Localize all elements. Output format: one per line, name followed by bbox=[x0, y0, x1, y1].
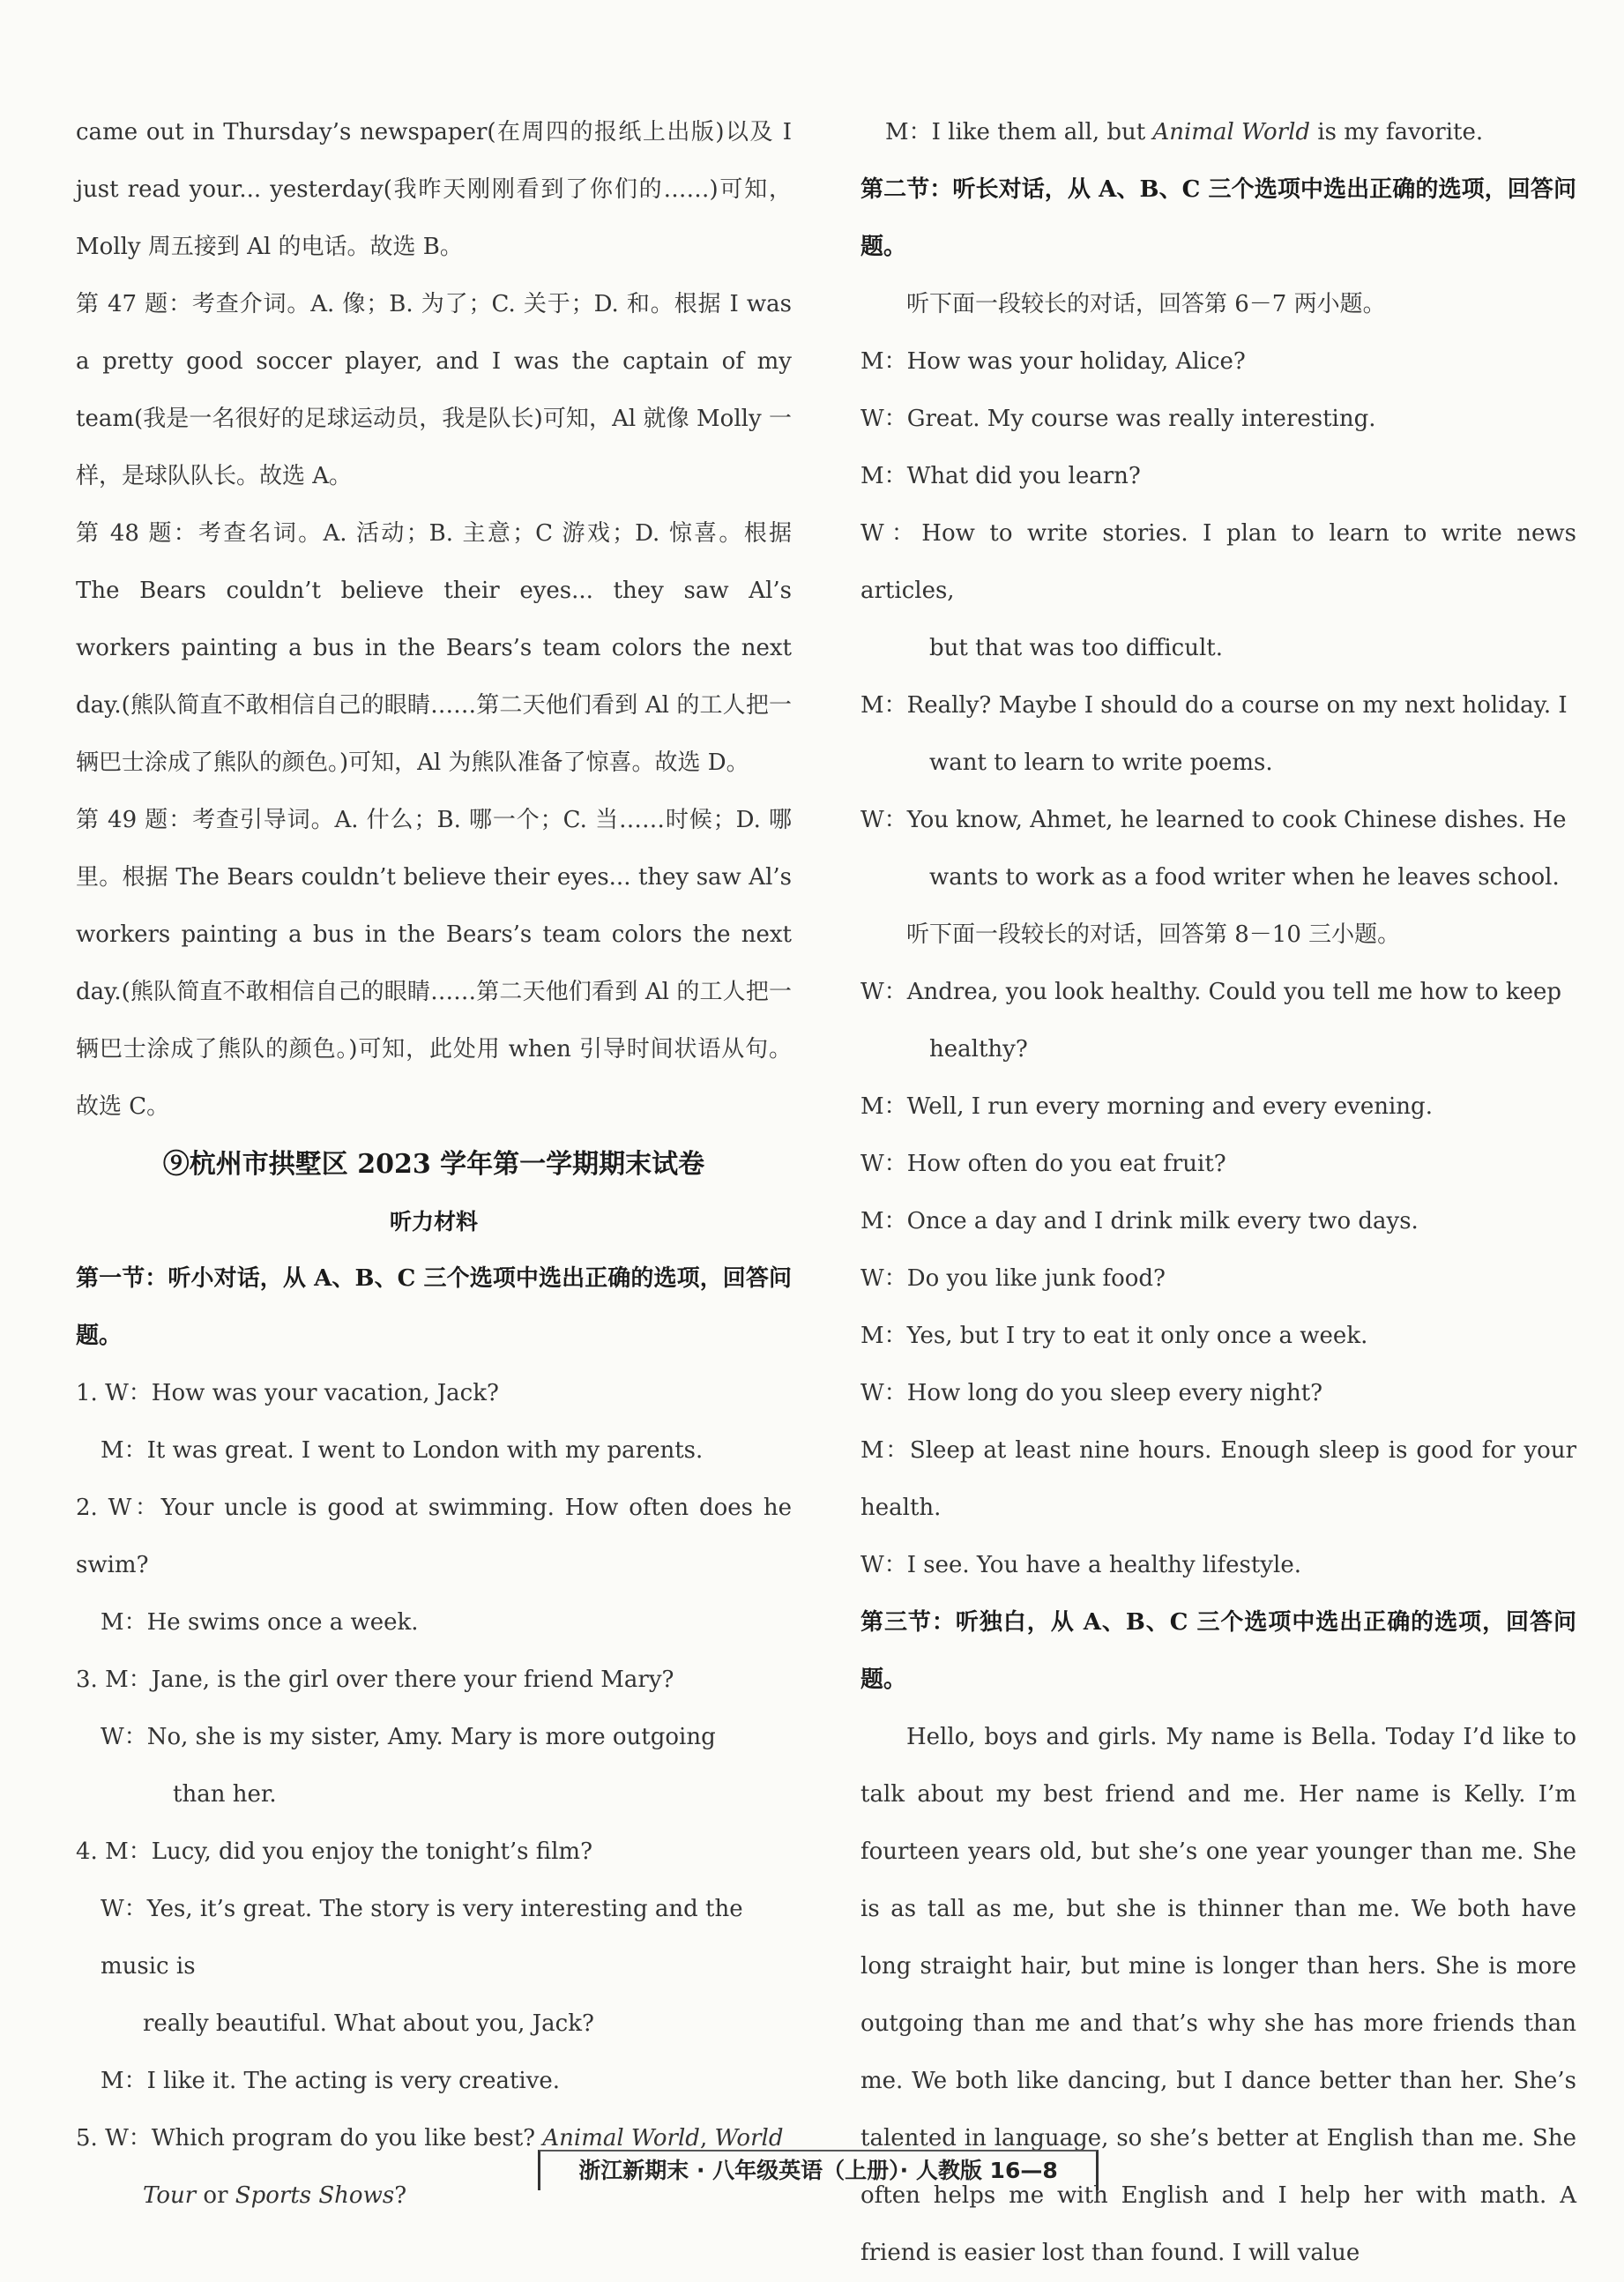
dialogue-2-line-3: W：How often do you eat fruit? bbox=[860, 1151, 1226, 1177]
q3-line-3: than her. bbox=[173, 1781, 277, 1808]
q4-line-4: M：I like it. The acting is very creative. bbox=[101, 2068, 561, 2094]
q4-line-2: W：Yes, it’s great. The story is very interesting and the music is bbox=[101, 1896, 743, 1980]
q1-line-2: M：It was great. I went to London with my parents. bbox=[101, 1437, 704, 1464]
q5-answer-line bbox=[860, 104, 1576, 161]
dialogue-1-line-2: W：Great. My course was really interesting. bbox=[860, 406, 1376, 432]
dialogue-2-line-6: M：Yes, but I try to eat it only once a week. bbox=[860, 1323, 1368, 1349]
dialogue-1-line-5: M：Really? Maybe I should do a course on my next holiday. I bbox=[860, 692, 1568, 719]
monologue-text: Hello, boys and girls. My name is Bella. Today I’d like to talk about my best friend and me. Her name is Kelly. I’m fourteen years old, but she’s one year younger than me. She is as tall as me, but she is thinner than me. We both have long straight hair, but mine is longer than hers. She is more outgoing than me and that’s why she has more friends than me. We both like dancing, but I dance better than her. She’s talented in language, so she’s better at English than me. She often helps me with English and I help her with math. A friend is easier lost than found. I will value bbox=[860, 1724, 1576, 2266]
q5-answer-post: is my favorite. bbox=[1317, 119, 1484, 145]
dialogue-1-line-4: W：How to write stories. I plan to learn to write news articles, bbox=[860, 520, 1576, 604]
dialogue-2-line-7: W：How long do you sleep every night? bbox=[860, 1380, 1323, 1406]
dialogue-1-line-3: M：What did you learn? bbox=[860, 463, 1141, 489]
section-2-heading: 第二节：听长对话，从 A、B、C 三个选项中选出正确的选项，回答问题。 bbox=[860, 176, 1576, 260]
q5-question-mark: ? bbox=[394, 2182, 407, 2209]
left-column bbox=[76, 104, 792, 2225]
q5-question: 5. W：Which program do you like best? bbox=[76, 2125, 536, 2151]
page-footer: 浙江新期末 · 八年级英语（上册）· 人教版 16—8 bbox=[538, 2150, 1099, 2190]
section-3-heading: 第三节：听独白，从 A、B、C 三个选项中选出正确的选项，回答问题。 bbox=[860, 1609, 1576, 1693]
right-column bbox=[860, 104, 1576, 2282]
listening-material-title: 听力材料 bbox=[389, 1209, 478, 1234]
section-1-heading: 第一节：听小对话，从 A、B、C 三个选项中选出正确的选项，回答问题。 bbox=[76, 1265, 792, 1349]
q2-line-1: 2. W：Your uncle is good at swimming. How often does he swim? bbox=[76, 1495, 792, 1578]
program-sports-shows: Sports Shows bbox=[235, 2182, 395, 2209]
dialogue-2-line-1: W：Andrea, you look healthy. Could you tell me how to keep bbox=[860, 979, 1561, 1005]
dialogue-intro-6-7: 听下面一段较长的对话，回答第 6－7 两小题。 bbox=[906, 291, 1386, 317]
dialogue-1-line-6: W：You know, Ahmet, he learned to cook Chinese dishes. He bbox=[860, 807, 1567, 833]
q4-line-1: 4. M：Lucy, did you enjoy the tonight’s film? bbox=[76, 1838, 593, 1865]
dialogue-2-line-2: M：Well, I run every morning and every evening. bbox=[860, 1093, 1433, 1120]
answer-explanation-49: 第 49 题：考查引导词。A. 什么；B. 哪一个；C. 当……时候；D. 哪里。根据 The Bears couldn’t believe their eyes... they saw Al’s workers painting a bus in the Bears’s team colors the next day.(熊队简直不敢相信自己的眼睛……第二天他们看到 Al 的工人把一辆巴士涂成了熊队的颜色。)可知，此处用 when 引导时间状语从句。故选 C。 bbox=[76, 807, 792, 1120]
program-world-tour-part2: Tour bbox=[143, 2182, 197, 2209]
program-animal-world: Animal World bbox=[542, 2125, 700, 2151]
q3-line-2: W：No, she is my sister, Amy. Mary is more outgoing bbox=[101, 1724, 716, 1750]
dialogue-1-line-1: M：How was your holiday, Alice? bbox=[860, 348, 1246, 375]
answer-explanation-47: 第 47 题：考查介词。A. 像；B. 为了；C. 关于；D. 和。根据 I was a pretty good soccer player, and I was the captain of my team(我是一名很好的足球运动员，我是队长)可知，Al 就像 Molly 一样，是球队队长。故选 A。 bbox=[76, 291, 792, 489]
dialogue-2-line-9: W：I see. You have a healthy lifestyle. bbox=[860, 1552, 1302, 1578]
q5-answer-program: Animal World bbox=[1152, 119, 1311, 145]
dialogue-2-line-1-cont: healthy? bbox=[929, 1036, 1028, 1063]
answer-explanation-48: 第 48 题：考查名词。A. 活动；B. 主意；C 游戏；D. 惊喜。根据 The Bears couldn’t believe their eyes... they saw Al’s workers painting a bus in the Bears’s team colors the next day.(熊队简直不敢相信自己的眼睛……第二天他们看到 Al 的工人把一辆巴士涂成了熊队的颜色。)可知，Al 为熊队准备了惊喜。故选 D。 bbox=[76, 520, 792, 776]
dialogue-1-line-6-cont: wants to work as a food writer when he leaves school. bbox=[929, 864, 1560, 891]
q1-line-1: 1. W：How was your vacation, Jack? bbox=[76, 1380, 499, 1406]
dialogue-2-line-4: M：Once a day and I drink milk every two days. bbox=[860, 1208, 1419, 1234]
q5-answer-pre: M：I like them all, but bbox=[885, 119, 1146, 145]
program-separator: , bbox=[699, 2125, 708, 2151]
dialogue-1-line-5-cont: want to learn to write poems. bbox=[929, 749, 1273, 776]
dialogue-2-line-5: W：Do you like junk food? bbox=[860, 1265, 1166, 1292]
program-world-tour-part1: World bbox=[714, 2125, 784, 2151]
q2-line-2: M：He swims once a week. bbox=[101, 1609, 419, 1636]
q4-line-3: really beautiful. What about you, Jack? bbox=[143, 2010, 594, 2037]
dialogue-2-line-8: M：Sleep at least nine hours. Enough sleep is good for your health. bbox=[860, 1437, 1576, 1521]
q5-or: or bbox=[203, 2182, 228, 2209]
exam-title: ⑨杭州市拱墅区 2023 学年第一学期期末试卷 bbox=[162, 1149, 705, 1180]
dialogue-intro-8-10: 听下面一段较长的对话，回答第 8－10 三小题。 bbox=[906, 921, 1401, 948]
dialogue-1-line-4-cont: but that was too difficult. bbox=[929, 635, 1223, 661]
q3-line-1: 3. M：Jane, is the girl over there your friend Mary? bbox=[76, 1667, 674, 1693]
answer-explanation-46: came out in Thursday’s newspaper(在周四的报纸上出版)以及 I just read your... yesterday(我昨天刚刚看到了你们的……)可知，Molly 周五接到 Al 的电话。故选 B。 bbox=[76, 119, 792, 260]
